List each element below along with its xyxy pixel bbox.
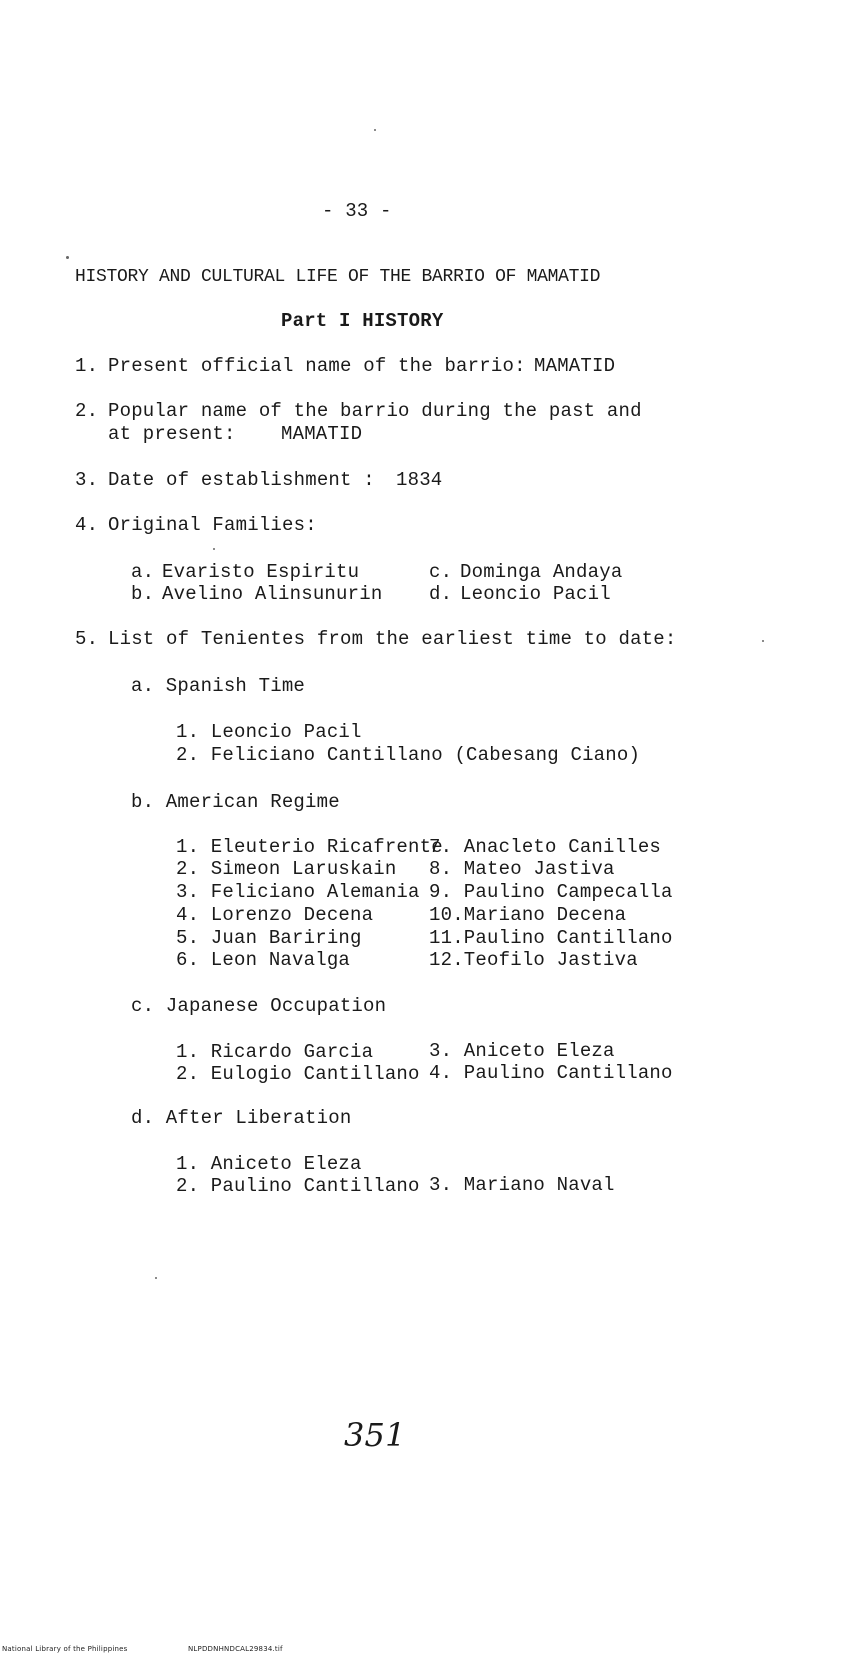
question-text: Present official name of the barrio: [108,355,526,377]
item-number: 2. [75,400,99,422]
teniente-name: 9. Paulino Campecalla [429,881,673,903]
teniente-name: 2. Simeon Laruskain [176,858,397,880]
family-name: Leoncio Pacil [460,583,611,605]
document-title: HISTORY AND CULTURAL LIFE OF THE BARRIO OF MAMATID [75,267,601,287]
section-label-japanese: c. Japanese Occupation [131,995,387,1017]
family-name: Dominga Andaya [460,561,623,583]
teniente-name: 3. Aniceto Eleza [429,1040,615,1062]
family-name: Evaristo Espiritu [162,561,360,583]
teniente-name: 10.Mariano Decena [429,904,627,926]
section-label-spanish: a. Spanish Time [131,675,306,697]
footer-file: NLPDDNHNDCAL29834.tif [188,1645,283,1653]
teniente-name: 6. Leon Navalga [176,949,351,971]
item-number: 1. [75,355,99,377]
answer-text: MAMATID [534,355,616,377]
teniente-name: 7. Anacleto Canilles [429,836,662,858]
teniente-name: 11.Paulino Cantillano [429,927,673,949]
page-number: - 33 - [322,200,392,222]
teniente-name: 5. Juan Bariring [176,927,362,949]
scan-speck [762,640,764,642]
teniente-name: 4. Paulino Cantillano [429,1062,673,1084]
teniente-name: 1. Eleuterio Ricafrente [176,836,443,858]
question-text: Original Families: [108,514,317,536]
footer-source: National Library of the Philippines [2,1645,128,1653]
section-label-american: b. American Regime [131,791,340,813]
question-text: at present: [108,423,236,445]
teniente-name: 1. Ricardo Garcia [176,1041,374,1063]
teniente-name: 1. Leoncio Pacil [176,721,362,743]
family-letter: c. [429,561,453,583]
item-number: 5. [75,628,99,650]
teniente-name: 1. Aniceto Eleza [176,1153,362,1175]
teniente-name: 8. Mateo Jastiva [429,858,615,880]
answer-text: MAMATID [281,423,363,445]
family-name: Avelino Alinsunurin [162,583,383,605]
teniente-name: 2. Paulino Cantillano [176,1175,420,1197]
part-heading: Part I HISTORY [281,310,444,332]
teniente-name: 4. Lorenzo Decena [176,904,374,926]
question-text: List of Tenientes from the earliest time to date: [108,628,677,650]
teniente-name: 2. Eulogio Cantillano [176,1063,420,1085]
item-number: 4. [75,514,99,536]
teniente-name: 12.Teofilo Jastiva [429,949,638,971]
teniente-name: 2. Feliciano Cantillano (Cabesang Ciano) [176,744,641,766]
scan-speck [213,548,215,550]
question-text: Popular name of the barrio during the past and [108,400,642,422]
handwritten-page-number: 351 [344,1416,406,1454]
section-label-liberation: d. After Liberation [131,1107,352,1129]
scan-speck [155,1277,157,1279]
teniente-name: 3. Mariano Naval [429,1174,615,1196]
teniente-name: 3. Feliciano Alemania [176,881,420,903]
question-text: Date of establishment : [108,469,375,491]
answer-text: 1834 [396,469,443,491]
scan-speck [66,256,69,259]
family-letter: b. [131,583,155,605]
item-number: 3. [75,469,99,491]
family-letter: d. [429,583,453,605]
family-letter: a. [131,561,155,583]
scan-speck [374,129,376,131]
